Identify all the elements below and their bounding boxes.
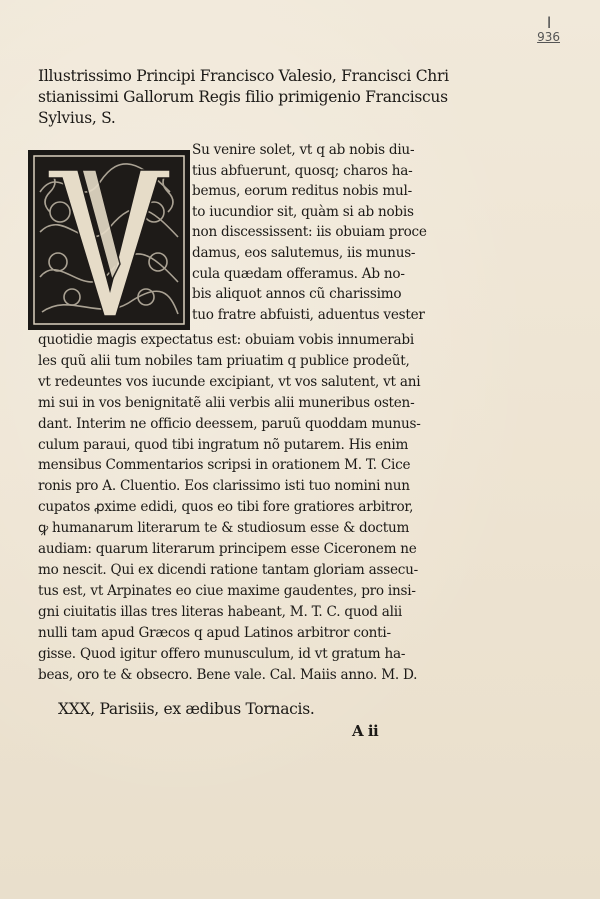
- text-line: tus est, vt Arpinates eo ciue maxime gaudentes, pro insi-: [38, 582, 416, 599]
- text-line: non discessissent: iis obuiam proce: [192, 224, 427, 241]
- text-line: ronis pro A. Cluentio. Eos clarissimo isti tuo nomini nun: [38, 478, 410, 495]
- shelfmark-number: 936: [537, 30, 560, 44]
- signature-mark: A ii: [352, 722, 379, 740]
- body-text-full-width: [38, 330, 448, 685]
- body-text-beside-initial: [192, 140, 444, 325]
- text-line: vt redeuntes vos iucunde excipiant, vt vos salutent, vt ani: [38, 373, 421, 390]
- text-line: tius abfuerunt, quosq; charos ha-: [192, 162, 413, 179]
- text-line: ꝙ humanarum literarum te & studiosum esse & doctum: [38, 520, 410, 537]
- text-line: cula quædam offeramus. Ab no-: [192, 265, 405, 282]
- text-line: mensibus Commentarios scripsi in orationem M. T. Cice: [38, 457, 411, 474]
- shelfmark: [537, 13, 560, 44]
- text-line: dant. Interim ne officio deessem, paruũ quoddam munus-: [38, 415, 421, 432]
- dedication-heading: [38, 66, 578, 129]
- decorated-initial-v: [28, 150, 190, 330]
- text-line: bis aliquot annos cũ charissimo: [192, 286, 402, 303]
- text-line: nulli tam apud Græcos q apud Latinos arbitror conti-: [38, 624, 391, 641]
- text-line: mi sui in vos benignitatẽ alii verbis alii muneribus osten-: [38, 394, 415, 411]
- dedication-line: Sylvius, S.: [38, 109, 116, 127]
- text-line: culum paraui, quod tibi ingratum nõ putarem. His enim: [38, 436, 409, 453]
- text-line: Su venire solet, vt q ab nobis diu-: [192, 142, 415, 158]
- text-line: les quũ alii tum nobiles tam priuatim q publice prodeũt,: [38, 352, 410, 369]
- text-line: beas, oro te & obsecro. Bene vale. Cal. Maiis anno. M. D.: [38, 666, 418, 683]
- text-line: quotidie magis expectatus est: obuiam vobis innumerabi: [38, 332, 414, 348]
- text-line: to iucundior sit, quàm si ab nobis: [192, 203, 414, 220]
- text-line: damus, eos salutemus, iis munus-: [192, 244, 416, 261]
- text-line: gisse. Quod igitur offero munusculum, id vt gratum ha-: [38, 645, 406, 662]
- text-line: cupatos ꝓxime edidi, quos eo tibi fore gratiores arbitror,: [38, 499, 414, 516]
- woodcut-initial-icon: [30, 152, 188, 328]
- text-line: mo nescit. Qui ex dicendi ratione tantam gloriam assecu-: [38, 561, 418, 578]
- dedication-line: stianissimi Gallorum Regis filio primigenio Franciscus: [38, 88, 448, 106]
- dedication-line: Illustrissimo Principi Francisco Valesio, Francisci Chri: [38, 67, 449, 85]
- text-line: audiam: quarum literarum principem esse Ciceronem ne: [38, 541, 417, 558]
- text-line: tuo fratre abfuisti, aduentus vester: [192, 306, 425, 323]
- text-line: gni ciuitatis illas tres literas habeant, M. T. C. quod alii: [38, 603, 402, 620]
- text-line: bemus, eorum reditus nobis mul-: [192, 183, 412, 200]
- closing-line: XXX, Parisiis, ex ædibus Tornacis.: [58, 700, 315, 718]
- shelfmark-letter: I: [546, 13, 551, 32]
